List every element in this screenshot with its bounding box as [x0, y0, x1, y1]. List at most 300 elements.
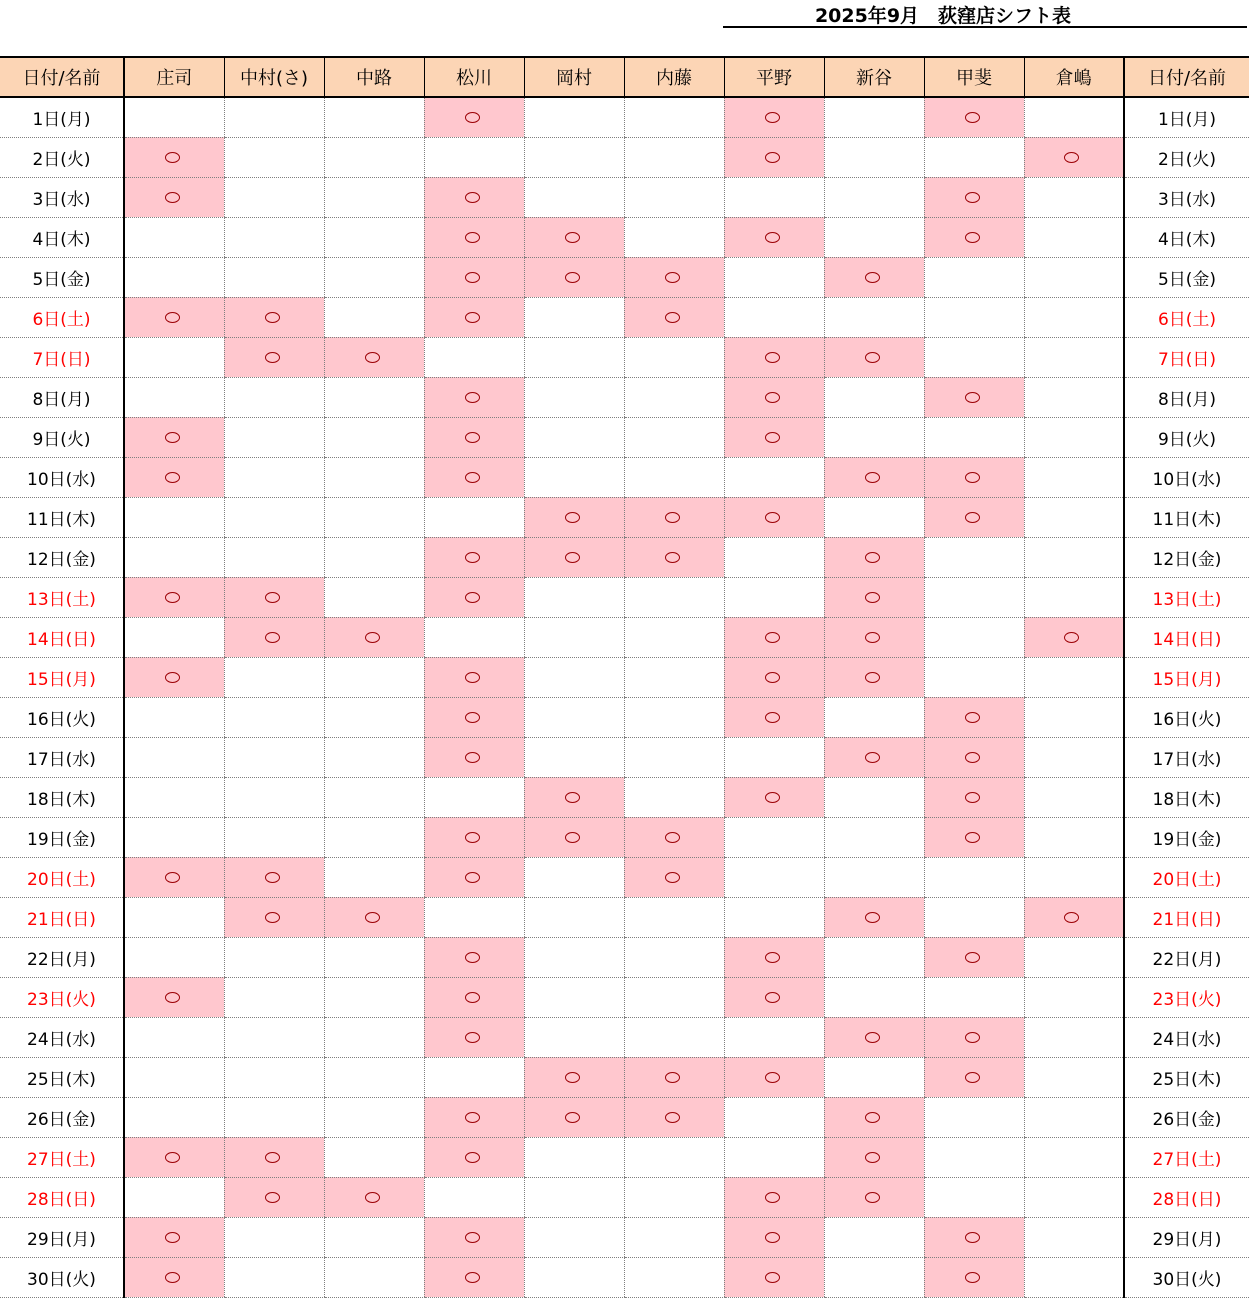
shift-cell[interactable]	[424, 337, 524, 377]
shift-cell[interactable]	[424, 697, 524, 737]
shift-cell[interactable]	[124, 457, 224, 497]
shift-cell[interactable]	[624, 297, 724, 337]
row-date-left[interactable]: 6日(土)	[0, 297, 124, 337]
shift-cell[interactable]	[824, 377, 924, 417]
shift-cell[interactable]	[524, 737, 624, 777]
shift-cell[interactable]	[824, 217, 924, 257]
shift-cell[interactable]	[324, 257, 424, 297]
shift-cell[interactable]	[824, 1017, 924, 1057]
shift-cell[interactable]	[424, 297, 524, 337]
shift-cell[interactable]	[324, 137, 424, 177]
shift-cell[interactable]	[424, 137, 524, 177]
shift-cell[interactable]	[724, 497, 824, 537]
shift-cell[interactable]	[324, 457, 424, 497]
shift-cell[interactable]	[1024, 337, 1124, 377]
shift-cell[interactable]	[724, 1097, 824, 1137]
shift-cell[interactable]	[924, 1137, 1024, 1177]
shift-cell[interactable]	[424, 937, 524, 977]
shift-cell[interactable]	[724, 297, 824, 337]
shift-cell[interactable]	[624, 817, 724, 857]
row-date-left[interactable]: 28日(日)	[0, 1177, 124, 1217]
shift-cell[interactable]	[824, 1097, 924, 1137]
shift-cell[interactable]	[524, 657, 624, 697]
shift-cell[interactable]	[124, 977, 224, 1017]
shift-cell[interactable]	[924, 697, 1024, 737]
shift-cell[interactable]	[1024, 257, 1124, 297]
shift-cell[interactable]	[924, 297, 1024, 337]
shift-cell[interactable]	[124, 857, 224, 897]
shift-cell[interactable]	[924, 1257, 1024, 1297]
shift-cell[interactable]	[824, 737, 924, 777]
shift-cell[interactable]	[924, 217, 1024, 257]
shift-cell[interactable]	[424, 1217, 524, 1257]
shift-cell[interactable]	[424, 977, 524, 1017]
shift-cell[interactable]	[124, 737, 224, 777]
row-date-left[interactable]: 17日(水)	[0, 737, 124, 777]
shift-cell[interactable]	[324, 217, 424, 257]
shift-cell[interactable]	[224, 577, 324, 617]
shift-cell[interactable]	[624, 137, 724, 177]
shift-cell[interactable]	[624, 617, 724, 657]
shift-cell[interactable]	[824, 97, 924, 137]
row-date-right[interactable]: 19日(金)	[1124, 817, 1249, 857]
shift-cell[interactable]	[624, 177, 724, 217]
shift-cell[interactable]	[624, 777, 724, 817]
shift-cell[interactable]	[924, 377, 1024, 417]
row-date-left[interactable]: 1日(月)	[0, 97, 124, 137]
shift-cell[interactable]	[824, 417, 924, 457]
row-date-left[interactable]: 27日(土)	[0, 1137, 124, 1177]
shift-cell[interactable]	[1024, 777, 1124, 817]
row-date-left[interactable]: 11日(木)	[0, 497, 124, 537]
shift-cell[interactable]	[524, 137, 624, 177]
shift-cell[interactable]	[224, 697, 324, 737]
shift-cell[interactable]	[124, 1017, 224, 1057]
shift-cell[interactable]	[1024, 857, 1124, 897]
shift-cell[interactable]	[524, 297, 624, 337]
row-date-left[interactable]: 16日(火)	[0, 697, 124, 737]
shift-cell[interactable]	[324, 337, 424, 377]
shift-cell[interactable]	[624, 457, 724, 497]
shift-cell[interactable]	[724, 97, 824, 137]
row-date-left[interactable]: 7日(日)	[0, 337, 124, 377]
shift-cell[interactable]	[924, 1017, 1024, 1057]
shift-cell[interactable]	[624, 857, 724, 897]
shift-cell[interactable]	[124, 537, 224, 577]
shift-cell[interactable]	[624, 657, 724, 697]
shift-cell[interactable]	[524, 217, 624, 257]
shift-cell[interactable]	[124, 777, 224, 817]
shift-cell[interactable]	[724, 617, 824, 657]
shift-cell[interactable]	[424, 457, 524, 497]
row-date-right[interactable]: 2日(火)	[1124, 137, 1249, 177]
shift-cell[interactable]	[424, 857, 524, 897]
shift-cell[interactable]	[224, 377, 324, 417]
row-date-left[interactable]: 30日(火)	[0, 1257, 124, 1297]
row-date-left[interactable]: 8日(月)	[0, 377, 124, 417]
shift-cell[interactable]	[324, 417, 424, 457]
shift-cell[interactable]	[924, 1057, 1024, 1097]
shift-cell[interactable]	[824, 577, 924, 617]
shift-cell[interactable]	[1024, 497, 1124, 537]
row-date-right[interactable]: 25日(木)	[1124, 1057, 1249, 1097]
shift-cell[interactable]	[1024, 537, 1124, 577]
shift-cell[interactable]	[124, 97, 224, 137]
shift-cell[interactable]	[324, 977, 424, 1017]
shift-cell[interactable]	[724, 737, 824, 777]
shift-cell[interactable]	[924, 937, 1024, 977]
row-date-right[interactable]: 30日(火)	[1124, 1257, 1249, 1297]
shift-cell[interactable]	[424, 777, 524, 817]
shift-cell[interactable]	[324, 617, 424, 657]
shift-cell[interactable]	[524, 777, 624, 817]
row-date-right[interactable]: 12日(金)	[1124, 537, 1249, 577]
shift-cell[interactable]	[924, 817, 1024, 857]
shift-cell[interactable]	[524, 457, 624, 497]
shift-cell[interactable]	[724, 817, 824, 857]
shift-cell[interactable]	[724, 257, 824, 297]
shift-cell[interactable]	[124, 1137, 224, 1177]
shift-cell[interactable]	[424, 1017, 524, 1057]
row-date-left[interactable]: 12日(金)	[0, 537, 124, 577]
shift-cell[interactable]	[424, 657, 524, 697]
shift-cell[interactable]	[324, 297, 424, 337]
row-date-left[interactable]: 25日(木)	[0, 1057, 124, 1097]
shift-cell[interactable]	[224, 857, 324, 897]
shift-cell[interactable]	[124, 137, 224, 177]
shift-cell[interactable]	[924, 977, 1024, 1017]
shift-cell[interactable]	[1024, 457, 1124, 497]
shift-cell[interactable]	[624, 337, 724, 377]
shift-cell[interactable]	[124, 1057, 224, 1097]
shift-cell[interactable]	[324, 1257, 424, 1297]
row-date-left[interactable]: 15日(月)	[0, 657, 124, 697]
shift-cell[interactable]	[724, 697, 824, 737]
shift-cell[interactable]	[1024, 1177, 1124, 1217]
shift-cell[interactable]	[324, 537, 424, 577]
row-date-right[interactable]: 10日(水)	[1124, 457, 1249, 497]
shift-cell[interactable]	[524, 1097, 624, 1137]
shift-cell[interactable]	[424, 897, 524, 937]
shift-cell[interactable]	[224, 97, 324, 137]
shift-cell[interactable]	[424, 497, 524, 537]
shift-cell[interactable]	[624, 97, 724, 137]
row-date-right[interactable]: 8日(月)	[1124, 377, 1249, 417]
shift-cell[interactable]	[824, 257, 924, 297]
shift-cell[interactable]	[224, 417, 324, 457]
shift-cell[interactable]	[824, 1057, 924, 1097]
shift-cell[interactable]	[724, 897, 824, 937]
row-date-left[interactable]: 2日(火)	[0, 137, 124, 177]
shift-cell[interactable]	[524, 97, 624, 137]
shift-cell[interactable]	[924, 497, 1024, 537]
shift-cell[interactable]	[924, 577, 1024, 617]
row-date-left[interactable]: 22日(月)	[0, 937, 124, 977]
row-date-right[interactable]: 21日(日)	[1124, 897, 1249, 937]
row-date-right[interactable]: 6日(土)	[1124, 297, 1249, 337]
shift-cell[interactable]	[424, 377, 524, 417]
shift-cell[interactable]	[924, 177, 1024, 217]
shift-cell[interactable]	[224, 137, 324, 177]
row-date-left[interactable]: 18日(木)	[0, 777, 124, 817]
shift-cell[interactable]	[724, 657, 824, 697]
row-date-right[interactable]: 26日(金)	[1124, 1097, 1249, 1137]
shift-cell[interactable]	[1024, 297, 1124, 337]
shift-cell[interactable]	[324, 817, 424, 857]
shift-cell[interactable]	[524, 177, 624, 217]
shift-cell[interactable]	[324, 1097, 424, 1137]
shift-cell[interactable]	[224, 297, 324, 337]
shift-cell[interactable]	[224, 337, 324, 377]
shift-cell[interactable]	[1024, 737, 1124, 777]
shift-cell[interactable]	[224, 1097, 324, 1137]
shift-cell[interactable]	[224, 457, 324, 497]
shift-cell[interactable]	[724, 377, 824, 417]
shift-cell[interactable]	[824, 137, 924, 177]
shift-cell[interactable]	[224, 257, 324, 297]
shift-cell[interactable]	[924, 1177, 1024, 1217]
shift-cell[interactable]	[324, 1217, 424, 1257]
row-date-right[interactable]: 7日(日)	[1124, 337, 1249, 377]
shift-cell[interactable]	[424, 1177, 524, 1217]
row-date-left[interactable]: 26日(金)	[0, 1097, 124, 1137]
shift-cell[interactable]	[824, 1217, 924, 1257]
shift-cell[interactable]	[624, 217, 724, 257]
shift-cell[interactable]	[924, 97, 1024, 137]
row-date-right[interactable]: 22日(月)	[1124, 937, 1249, 977]
shift-cell[interactable]	[424, 577, 524, 617]
shift-cell[interactable]	[1024, 657, 1124, 697]
shift-cell[interactable]	[624, 257, 724, 297]
shift-cell[interactable]	[224, 497, 324, 537]
shift-cell[interactable]	[524, 1217, 624, 1257]
shift-cell[interactable]	[824, 1257, 924, 1297]
shift-cell[interactable]	[1024, 1057, 1124, 1097]
shift-cell[interactable]	[624, 417, 724, 457]
shift-cell[interactable]	[724, 177, 824, 217]
shift-cell[interactable]	[724, 337, 824, 377]
shift-cell[interactable]	[624, 377, 724, 417]
shift-cell[interactable]	[524, 617, 624, 657]
row-date-left[interactable]: 5日(金)	[0, 257, 124, 297]
shift-cell[interactable]	[924, 537, 1024, 577]
shift-cell[interactable]	[524, 1137, 624, 1177]
shift-cell[interactable]	[724, 937, 824, 977]
shift-cell[interactable]	[1024, 1097, 1124, 1137]
shift-cell[interactable]	[124, 1217, 224, 1257]
shift-cell[interactable]	[924, 617, 1024, 657]
shift-cell[interactable]	[324, 1137, 424, 1177]
shift-cell[interactable]	[824, 777, 924, 817]
shift-cell[interactable]	[324, 1057, 424, 1097]
shift-cell[interactable]	[724, 1057, 824, 1097]
shift-cell[interactable]	[924, 857, 1024, 897]
shift-cell[interactable]	[524, 817, 624, 857]
shift-cell[interactable]	[224, 537, 324, 577]
shift-cell[interactable]	[224, 177, 324, 217]
shift-cell[interactable]	[524, 497, 624, 537]
shift-cell[interactable]	[424, 177, 524, 217]
shift-cell[interactable]	[924, 777, 1024, 817]
shift-cell[interactable]	[524, 697, 624, 737]
shift-cell[interactable]	[124, 1097, 224, 1137]
shift-cell[interactable]	[624, 937, 724, 977]
row-date-right[interactable]: 15日(月)	[1124, 657, 1249, 697]
shift-cell[interactable]	[1024, 1217, 1124, 1257]
shift-cell[interactable]	[924, 417, 1024, 457]
shift-cell[interactable]	[124, 337, 224, 377]
row-date-left[interactable]: 23日(火)	[0, 977, 124, 1017]
shift-cell[interactable]	[624, 1177, 724, 1217]
shift-cell[interactable]	[724, 1257, 824, 1297]
row-date-right[interactable]: 24日(水)	[1124, 1017, 1249, 1057]
shift-cell[interactable]	[524, 377, 624, 417]
row-date-right[interactable]: 11日(木)	[1124, 497, 1249, 537]
row-date-left[interactable]: 14日(日)	[0, 617, 124, 657]
shift-cell[interactable]	[924, 737, 1024, 777]
shift-cell[interactable]	[124, 897, 224, 937]
shift-cell[interactable]	[124, 497, 224, 537]
shift-cell[interactable]	[624, 977, 724, 1017]
shift-cell[interactable]	[924, 657, 1024, 697]
shift-cell[interactable]	[424, 97, 524, 137]
shift-cell[interactable]	[724, 1217, 824, 1257]
shift-cell[interactable]	[624, 1097, 724, 1137]
shift-cell[interactable]	[924, 1097, 1024, 1137]
shift-cell[interactable]	[224, 897, 324, 937]
shift-cell[interactable]	[124, 1257, 224, 1297]
shift-cell[interactable]	[424, 1057, 524, 1097]
shift-cell[interactable]	[824, 537, 924, 577]
shift-cell[interactable]	[824, 817, 924, 857]
shift-cell[interactable]	[524, 1257, 624, 1297]
shift-cell[interactable]	[324, 1017, 424, 1057]
shift-cell[interactable]	[524, 537, 624, 577]
row-date-right[interactable]: 4日(木)	[1124, 217, 1249, 257]
shift-cell[interactable]	[124, 697, 224, 737]
shift-cell[interactable]	[424, 217, 524, 257]
shift-cell[interactable]	[224, 977, 324, 1017]
shift-cell[interactable]	[124, 1177, 224, 1217]
shift-cell[interactable]	[924, 257, 1024, 297]
shift-cell[interactable]	[124, 657, 224, 697]
shift-cell[interactable]	[824, 1137, 924, 1177]
shift-cell[interactable]	[724, 137, 824, 177]
row-date-right[interactable]: 5日(金)	[1124, 257, 1249, 297]
shift-cell[interactable]	[524, 417, 624, 457]
shift-cell[interactable]	[424, 257, 524, 297]
row-date-left[interactable]: 20日(土)	[0, 857, 124, 897]
shift-cell[interactable]	[624, 1137, 724, 1177]
shift-cell[interactable]	[224, 1137, 324, 1177]
shift-cell[interactable]	[924, 1217, 1024, 1257]
row-date-left[interactable]: 29日(月)	[0, 1217, 124, 1257]
row-date-right[interactable]: 9日(火)	[1124, 417, 1249, 457]
shift-cell[interactable]	[124, 577, 224, 617]
shift-cell[interactable]	[324, 937, 424, 977]
shift-cell[interactable]	[124, 177, 224, 217]
row-date-right[interactable]: 28日(日)	[1124, 1177, 1249, 1217]
shift-cell[interactable]	[824, 937, 924, 977]
row-date-right[interactable]: 17日(水)	[1124, 737, 1249, 777]
shift-cell[interactable]	[224, 737, 324, 777]
shift-cell[interactable]	[724, 857, 824, 897]
shift-cell[interactable]	[224, 937, 324, 977]
shift-cell[interactable]	[724, 457, 824, 497]
row-date-right[interactable]: 1日(月)	[1124, 97, 1249, 137]
row-date-right[interactable]: 23日(火)	[1124, 977, 1249, 1017]
shift-cell[interactable]	[124, 817, 224, 857]
shift-cell[interactable]	[324, 177, 424, 217]
shift-cell[interactable]	[424, 737, 524, 777]
shift-cell[interactable]	[724, 417, 824, 457]
shift-cell[interactable]	[224, 1217, 324, 1257]
shift-cell[interactable]	[824, 617, 924, 657]
shift-cell[interactable]	[1024, 1017, 1124, 1057]
shift-cell[interactable]	[1024, 177, 1124, 217]
shift-cell[interactable]	[524, 977, 624, 1017]
shift-cell[interactable]	[724, 1177, 824, 1217]
shift-cell[interactable]	[724, 977, 824, 1017]
shift-cell[interactable]	[724, 577, 824, 617]
shift-cell[interactable]	[824, 657, 924, 697]
shift-cell[interactable]	[224, 1057, 324, 1097]
shift-cell[interactable]	[224, 1177, 324, 1217]
shift-cell[interactable]	[324, 97, 424, 137]
shift-cell[interactable]	[224, 777, 324, 817]
shift-cell[interactable]	[624, 1057, 724, 1097]
shift-cell[interactable]	[324, 897, 424, 937]
row-date-left[interactable]: 19日(金)	[0, 817, 124, 857]
shift-cell[interactable]	[524, 897, 624, 937]
shift-cell[interactable]	[524, 1057, 624, 1097]
shift-cell[interactable]	[324, 737, 424, 777]
shift-cell[interactable]	[924, 137, 1024, 177]
shift-cell[interactable]	[124, 257, 224, 297]
shift-cell[interactable]	[1024, 697, 1124, 737]
shift-cell[interactable]	[224, 1017, 324, 1057]
shift-cell[interactable]	[424, 1097, 524, 1137]
shift-cell[interactable]	[524, 1177, 624, 1217]
shift-cell[interactable]	[524, 577, 624, 617]
shift-cell[interactable]	[324, 377, 424, 417]
shift-cell[interactable]	[724, 1017, 824, 1057]
shift-cell[interactable]	[424, 537, 524, 577]
shift-cell[interactable]	[724, 777, 824, 817]
row-date-left[interactable]: 13日(土)	[0, 577, 124, 617]
shift-cell[interactable]	[224, 617, 324, 657]
shift-cell[interactable]	[424, 617, 524, 657]
shift-cell[interactable]	[824, 177, 924, 217]
shift-cell[interactable]	[624, 577, 724, 617]
shift-cell[interactable]	[524, 337, 624, 377]
shift-cell[interactable]	[124, 937, 224, 977]
shift-cell[interactable]	[1024, 97, 1124, 137]
shift-cell[interactable]	[424, 1137, 524, 1177]
row-date-right[interactable]: 13日(土)	[1124, 577, 1249, 617]
shift-cell[interactable]	[324, 577, 424, 617]
shift-cell[interactable]	[524, 857, 624, 897]
shift-cell[interactable]	[224, 817, 324, 857]
shift-cell[interactable]	[824, 1177, 924, 1217]
shift-cell[interactable]	[1024, 417, 1124, 457]
shift-cell[interactable]	[324, 777, 424, 817]
shift-cell[interactable]	[624, 497, 724, 537]
shift-cell[interactable]	[824, 897, 924, 937]
shift-cell[interactable]	[824, 977, 924, 1017]
shift-cell[interactable]	[524, 1017, 624, 1057]
row-date-left[interactable]: 4日(木)	[0, 217, 124, 257]
